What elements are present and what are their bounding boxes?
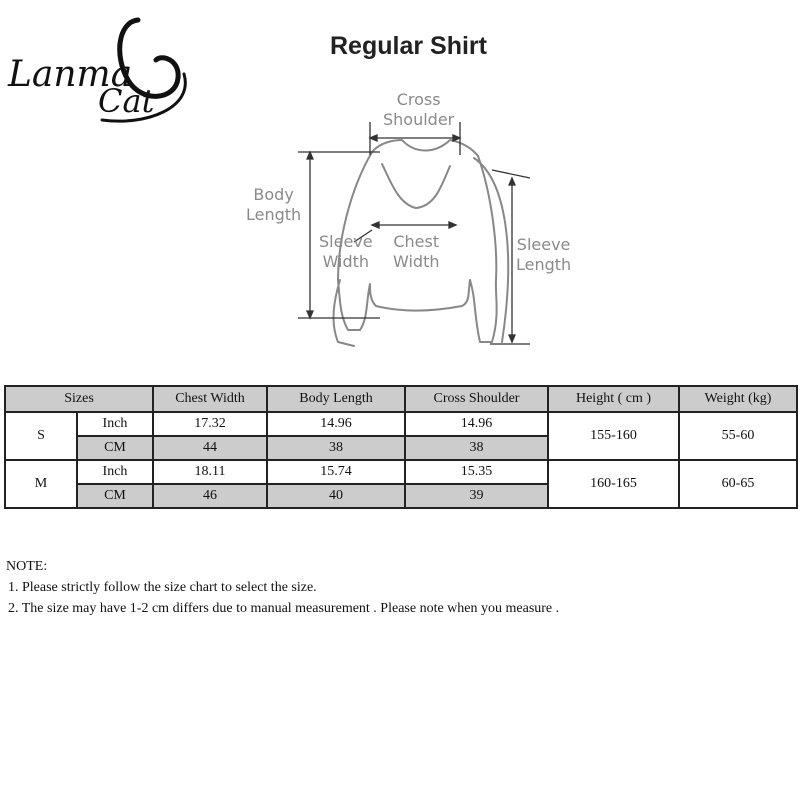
unit-cell: CM	[77, 484, 153, 508]
unit-cell: CM	[77, 436, 153, 460]
header-cross-shoulder: Cross Shoulder	[405, 386, 548, 412]
label-chest-width: Chest Width	[393, 232, 440, 271]
header-sizes: Sizes	[5, 386, 153, 412]
header-height: Height ( cm )	[548, 386, 679, 412]
unit-cell: Inch	[77, 460, 153, 484]
label-body-length: Body Length	[246, 185, 302, 224]
shoulder-cell: 38	[405, 436, 548, 460]
table-row	[5, 412, 797, 436]
shoulder-cell: 39	[405, 484, 548, 508]
header-body-length: Body Length	[267, 386, 405, 412]
weight-cell: 55-60	[679, 412, 797, 460]
chest-cell: 17.32	[153, 412, 267, 436]
header-weight: Weight (kg)	[679, 386, 797, 412]
body-cell: 14.96	[267, 412, 405, 436]
page-title: Regular Shirt	[330, 32, 487, 60]
shoulder-cell: 15.35	[405, 460, 548, 484]
size-cell: M	[5, 460, 77, 508]
chest-cell: 18.11	[153, 460, 267, 484]
unit-cell: Inch	[77, 412, 153, 436]
note-item: 2. The size may have 1-2 cm differs due to manual measurement . Please note when you measure .	[8, 601, 560, 616]
label-sleeve-length: Sleeve Length	[516, 235, 572, 274]
size-chart-table	[4, 385, 798, 509]
size-cell: S	[5, 412, 77, 460]
note-item: 1. Please strictly follow the size chart to select the size.	[8, 580, 317, 595]
notes-heading: NOTE:	[6, 559, 48, 574]
shirt-right-arm	[474, 158, 508, 342]
label-sleeve-width: Sleeve Width	[319, 232, 373, 271]
chest-cell: 46	[153, 484, 267, 508]
body-cell: 40	[267, 484, 405, 508]
height-cell: 155-160	[548, 412, 679, 460]
table-row	[5, 460, 797, 484]
height-cell: 160-165	[548, 460, 679, 508]
brand-logo	[6, 8, 191, 126]
notes-section	[6, 556, 559, 619]
header-chest-width: Chest Width	[153, 386, 267, 412]
logo-text-line2: Cat	[98, 82, 155, 120]
table-header-row	[5, 386, 797, 412]
weight-cell: 60-65	[679, 460, 797, 508]
shirt-neck	[382, 164, 450, 208]
logo-text-line1: Lanma	[8, 54, 133, 95]
chest-cell: 44	[153, 436, 267, 460]
shirt-left-arm	[334, 280, 354, 346]
body-cell: 15.74	[267, 460, 405, 484]
label-cross-shoulder: Cross Shoulder	[383, 90, 455, 129]
shoulder-cell: 14.96	[405, 412, 548, 436]
body-cell: 38	[267, 436, 405, 460]
